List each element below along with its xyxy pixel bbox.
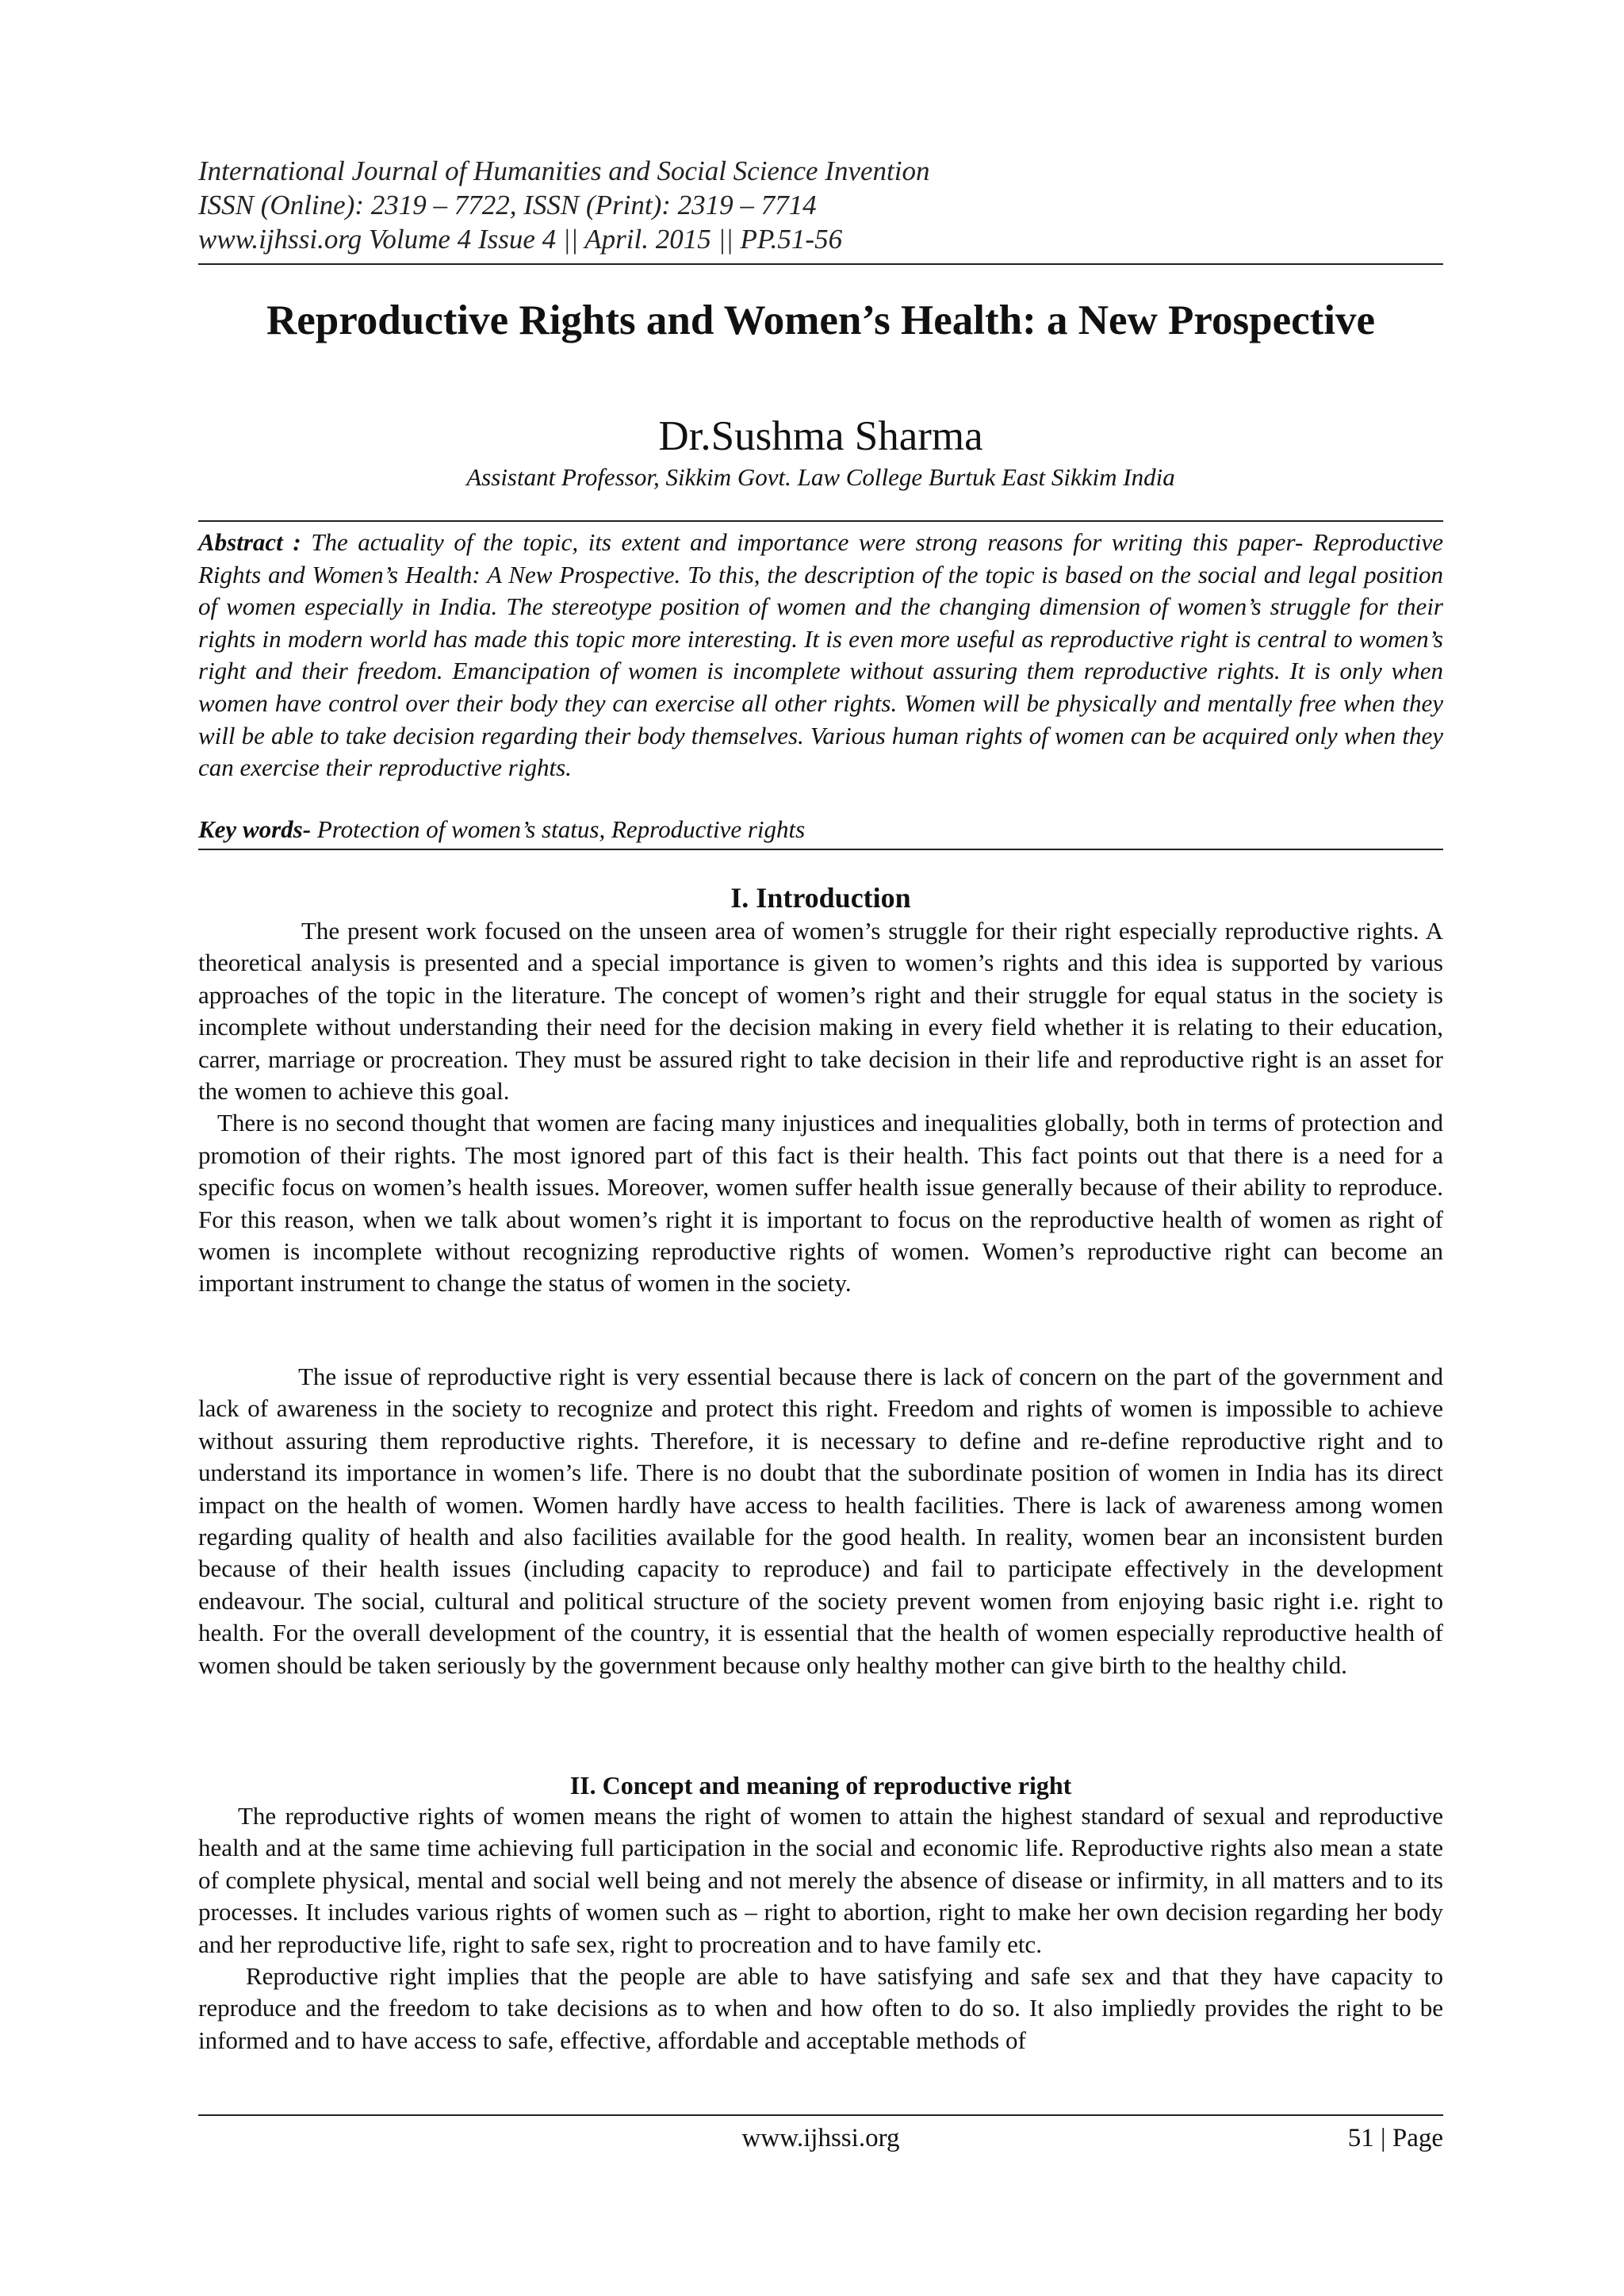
abstract-top-rule (198, 520, 1443, 522)
footer-website-link[interactable]: www.ijhssi.org (741, 2124, 900, 2152)
paper-title: Reproductive Rights and Women’s Health: a New Prospective (266, 297, 1376, 343)
concept-paragraph-2: Reproductive right implies that the people are able to have satisfying and safe sex and that they have capacity to reproduce and the freedom to take decisions as to when and how often to do so. It also impliedly provides the right to be informed and to have access to safe, effective, affordable and acceptable methods of (198, 1962, 1443, 2054)
keywords (198, 814, 1443, 845)
abstract-label: Abstract : (198, 528, 301, 556)
abstract (198, 527, 1443, 784)
journal-name: International Journal of Humanities and Social Science Invention (198, 155, 930, 186)
header-rule (198, 263, 1443, 265)
abstract-text: The actuality of the topic, its extent and importance were strong reasons for writing this paper- Reproductive Rights and Women’s Health: A New Prospective. To this, the description of the topic is based on the social and legal position of women especially in India. The stereotype position of women and the changing dimension of women’s struggle for their rights in modern world has made this topic more interesting. It is even more useful as reproductive right is central to women’s right and their freedom. Emancipation of women is incomplete without assuring them reproductive rights. It is only when women have control over their body they can exercise all other rights. Women will be physically and mentally free when they will be able to take decision regarding their body themselves. Various human rights of women can be acquired only when they can exercise their reproductive rights. (198, 528, 1443, 782)
section-heading-introduction: I. Introduction (730, 882, 911, 914)
introduction-body-continued (198, 1361, 1443, 1681)
intro-paragraph-3: The issue of reproductive right is very essential because there is lack of concern on the part of the government and lack of awareness in the society to recognize and protect this right. Freedom and rights of women is impossible to achieve without assuring them reproductive rights. Therefore, it is necessary to define and re-define reproductive right and to understand its importance in women’s life. There is no doubt that the subordinate position of women in India has its direct impact on the health of women. Women hardly have access to health facilities. There is lack of awareness among women regarding quality of health and also facilities available for the good health. In reality, women bear an inconsistent burden because of their health issues (including capacity to reproduce) and fail to participate effectively in the development endeavour. The social, cultural and political structure of the society prevent women from enjoying basic right i.e. right to health. For the overall development of the country, it is essential that the health of women especially reproductive health of women should be taken seriously by the government because only healthy mother can give birth to the healthy child. (198, 1363, 1443, 1679)
footer-rule (198, 2114, 1443, 2116)
intro-paragraph-2: There is no second thought that women are facing many injustices and inequalities globally, both in terms of protection and promotion of their rights. The most ignored part of this fact is their health. This fact points out that there is a need for a specific focus on women’s health issues. Moreover, women suffer health issue generally because of their ability to reproduce. For this reason, when we talk about women’s right it is important to focus on the reproductive health of women as right of women is incomplete without recognizing reproductive rights of women. Women’s reproductive right can become an important instrument to change the status of women in the society. (198, 1109, 1443, 1297)
keywords-label: Key words- (198, 815, 312, 843)
author-affiliation: Assistant Professor, Sikkim Govt. Law College Burtuk East Sikkim India (466, 463, 1175, 491)
abstract-bottom-rule (198, 849, 1443, 850)
journal-issn: ISSN (Online): 2319 – 7722, ISSN (Print): 2319 – 7714 (198, 190, 817, 220)
introduction-body (198, 915, 1443, 1300)
section-heading-concept: II. Concept and meaning of reproductive right (569, 1771, 1072, 1800)
footer-page-number: 51 | Page (1347, 2124, 1443, 2152)
journal-volume-line: www.ijhssi.org Volume 4 Issue 4 || April. 2015 || PP.51-56 (198, 224, 843, 255)
concept-paragraph-1: The reproductive rights of women means the right of women to attain the highest standard of sexual and reproductive health and at the same time achieving full participation in the social and economic life. Reproductive rights also mean a state of complete physical, mental and social well being and not merely the absence of disease or infirmity, in all matters and to its processes. It includes various rights of women such as – right to abortion, right to make her own decision regarding her body and her reproductive life, right to safe sex, right to procreation and to have family etc. (198, 1802, 1443, 1958)
concept-body (198, 1800, 1443, 2056)
journal-header (198, 154, 1443, 256)
author-name: Dr.Sushma Sharma (658, 413, 983, 459)
keywords-text: Protection of women’s status, Reproductive rights (316, 815, 806, 843)
intro-paragraph-1: The present work focused on the unseen area of women’s struggle for their right especially reproductive rights. A theoretical analysis is presented and a special importance is given to women’s rights and this idea is supported by various approaches of the topic in the literature. The concept of women’s right and their struggle for equal status in the society is incomplete without understanding their need for the decision making in every field whether it is relating to their education, carrer, marriage or procreation. They must be assured right to take decision in their life and reproductive right is an asset for the women to achieve this goal. (198, 917, 1443, 1106)
